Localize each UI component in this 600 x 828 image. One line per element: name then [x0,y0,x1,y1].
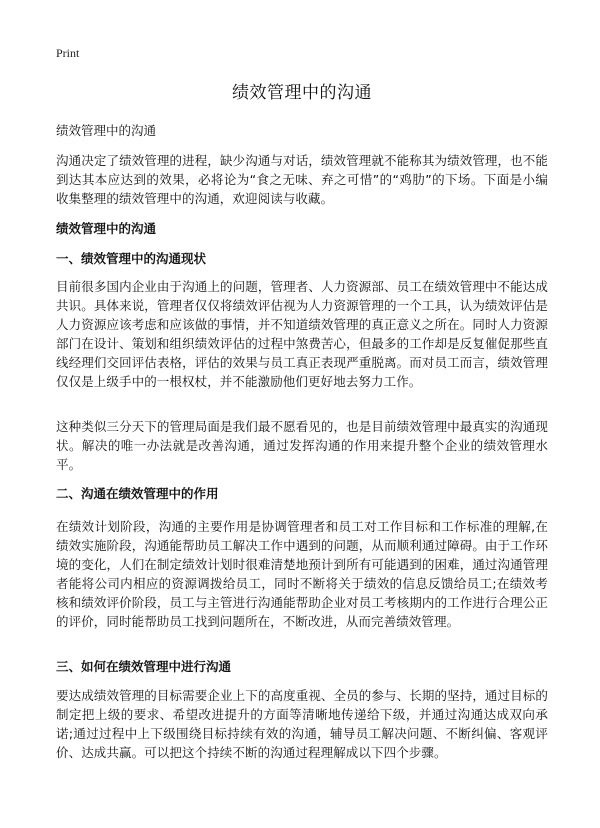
section-heading-status: 一、绩效管理中的沟通现状 [56,251,207,266]
print-link[interactable]: Print [56,46,80,60]
section-heading-main: 绩效管理中的沟通 [56,221,157,236]
how-paragraph: 要达成绩效管理的目标需要企业上下的高度重视、全员的参与、长期的坚持，通过目标的制定把上级的要求、希望改进提升的方面等清晰地传递给下级，并通过沟通达成双向承诺;通过过程中上下级围绕目标持续有效的沟通，辅导员工解决问题、不断纠偏、客观评价、达成共赢。可以把这个持续不断的沟通过程理解成以下四个步骤。 [56,688,548,760]
status-paragraph-2: 这种类似三分天下的管理局面是我们最不愿看见的，也是目前绩效管理中最真实的沟通现状。解决的唯一办法就是改善沟通，通过发挥沟通的作用来提升整个企业的绩效管理水平。 [56,419,548,472]
role-paragraph: 在绩效计划阶段，沟通的主要作用是协调管理者和员工对工作目标和工作标准的理解,在绩效实施阶段，沟通能帮助员工解决工作中遇到的问题，从而顺利通过障碍。由于工作环境的变化，人们在制定绩效计划时很难清楚地预计到所有可能遇到的困难，通过沟通管理者能将公司内相应的资源调拨给员工，同时不断将关于绩效的信息反馈给员工;在绩效考核和绩效评价阶段，员工与主管进行沟通能帮助企业对员工考核期内的工作进行合理公正的评价，同时能帮助员工找到问题所在，不断改进，从而完善绩效管理。 [56,519,548,629]
document-title: 绩效管理中的沟通 [232,83,372,103]
intro-paragraph: 沟通决定了绩效管理的进程，缺少沟通与对话，绩效管理就不能称其为绩效管理，也不能到达其本应达到的效果，必将论为“食之无味、弃之可惜”的“鸡肋”的下场。下面是小编收集整理的绩效管理中的沟通，欢迎阅读与收藏。 [56,153,548,206]
section-heading-how: 三、如何在绩效管理中进行沟通 [56,659,232,674]
section-heading-role: 二、沟通在绩效管理中的作用 [56,486,219,501]
document-subtitle: 绩效管理中的沟通 [56,123,157,138]
status-paragraph-1: 目前很多国内企业由于沟通上的问题，管理者、人力资源部、员工在绩效管理中不能达成共识。具体来说，管理者仅仅将绩效评估视为人力资源管理的一个工具，认为绩效评估是人力资源应该考虑和应该做的事情，并不知道绩效管理的真正意义之所在。同时人力资源部门在设计、策划和组织绩效评估的过程中煞费苦心，但最多的工作却是反复催促那些直线经理们交回评估表格，评估的效果与员工真正表现严重脱离。而对员工而言，绩效管理仅仅是上级手中的一根权杖，并不能激励他们更好地去努力工作。 [56,279,548,389]
